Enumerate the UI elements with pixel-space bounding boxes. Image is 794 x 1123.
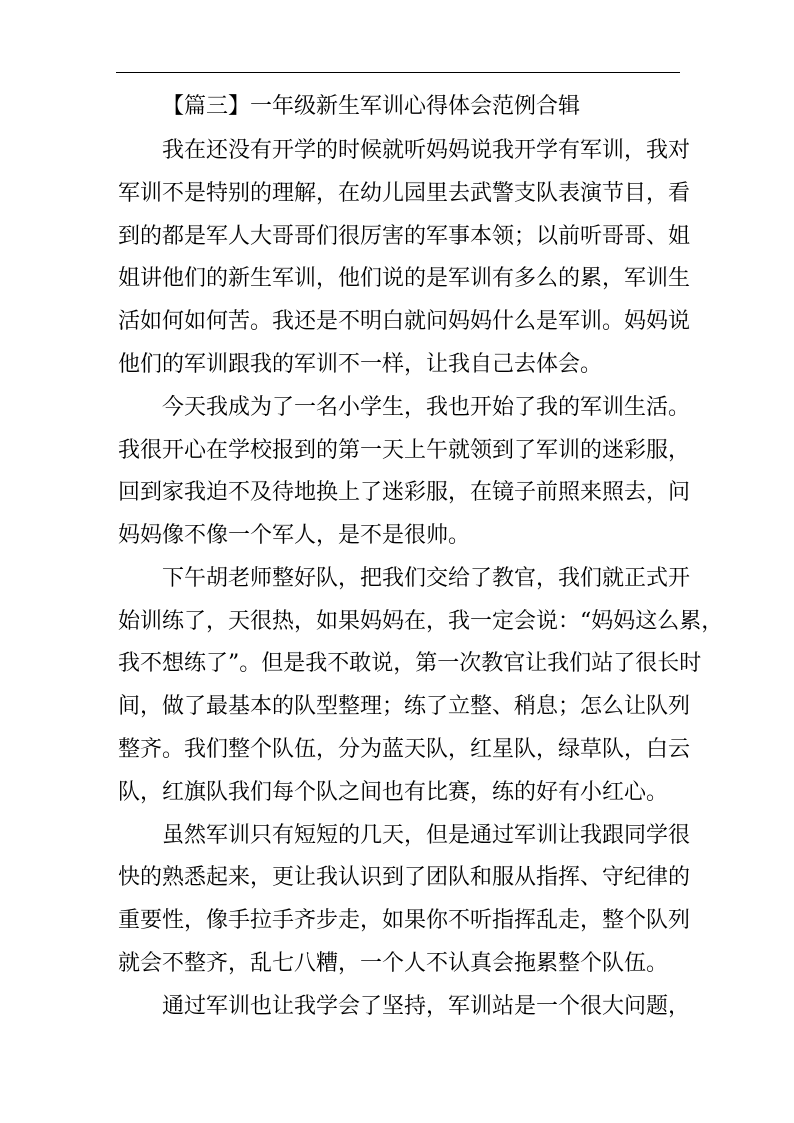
body-line: 回到家我迫不及待地换上了迷彩服，在镜子前照来照去，问 xyxy=(118,480,691,505)
body-line: 间，做了最基本的队型整理；练了立整、稍息；怎么让队列 xyxy=(118,694,691,719)
body-line: 重要性，像手拉手齐步走，如果你不听指挥乱走，整个队列 xyxy=(118,908,691,933)
body-line: 快的熟悉起来，更让我认识到了团队和服从指挥、守纪律的 xyxy=(118,865,691,890)
document-heading: 【篇三】一年级新生军训心得体会范例合辑 xyxy=(162,94,581,119)
body-line: 我在还没有开学的时候就听妈妈说我开学有军训，我对 xyxy=(162,138,691,163)
body-line: 妈妈像不像一个军人，是不是很帅。 xyxy=(118,523,471,548)
header-rule xyxy=(116,72,680,73)
body-line: 姐讲他们的新生军训，他们说的是军训有多么的累，军训生 xyxy=(118,266,691,291)
body-line: 到的都是军人大哥哥们很厉害的军事本领；以前听哥哥、姐 xyxy=(118,224,691,249)
body-line: 他们的军训跟我的军训不一样，让我自己去体会。 xyxy=(118,352,603,377)
body-line: 队，红旗队我们每个队之间也有比赛，练的好有小红心。 xyxy=(118,780,669,805)
body-line: 活如何如何苦。我还是不明白就问妈妈什么是军训。妈妈说 xyxy=(118,309,691,334)
body-line: 我不想练了”。但是我不敢说，第一次教官让我们站了很长时 xyxy=(118,651,702,676)
body-line: 下午胡老师整好队，把我们交给了教官，我们就正式开 xyxy=(162,566,691,591)
body-line: 整齐。我们整个队伍，分为蓝天队，红星队，绿草队，白云 xyxy=(118,737,691,762)
body-line: 我很开心在学校报到的第一天上午就领到了军训的迷彩服， xyxy=(118,438,691,463)
body-line: 始训练了，天很热，如果妈妈在，我一定会说：“妈妈这么累， xyxy=(118,609,724,634)
body-line: 今天我成为了一名小学生，我也开始了我的军训生活。 xyxy=(162,395,691,420)
body-line: 就会不整齐，乱七八糟，一个人不认真会拖累整个队伍。 xyxy=(118,951,669,976)
body-line: 通过军训也让我学会了坚持，军训站是一个很大问题， xyxy=(162,994,691,1019)
body-line: 虽然军训只有短短的几天，但是通过军训让我跟同学很 xyxy=(162,823,691,848)
body-line: 军训不是特别的理解，在幼儿园里去武警支队表演节目，看 xyxy=(118,181,691,206)
